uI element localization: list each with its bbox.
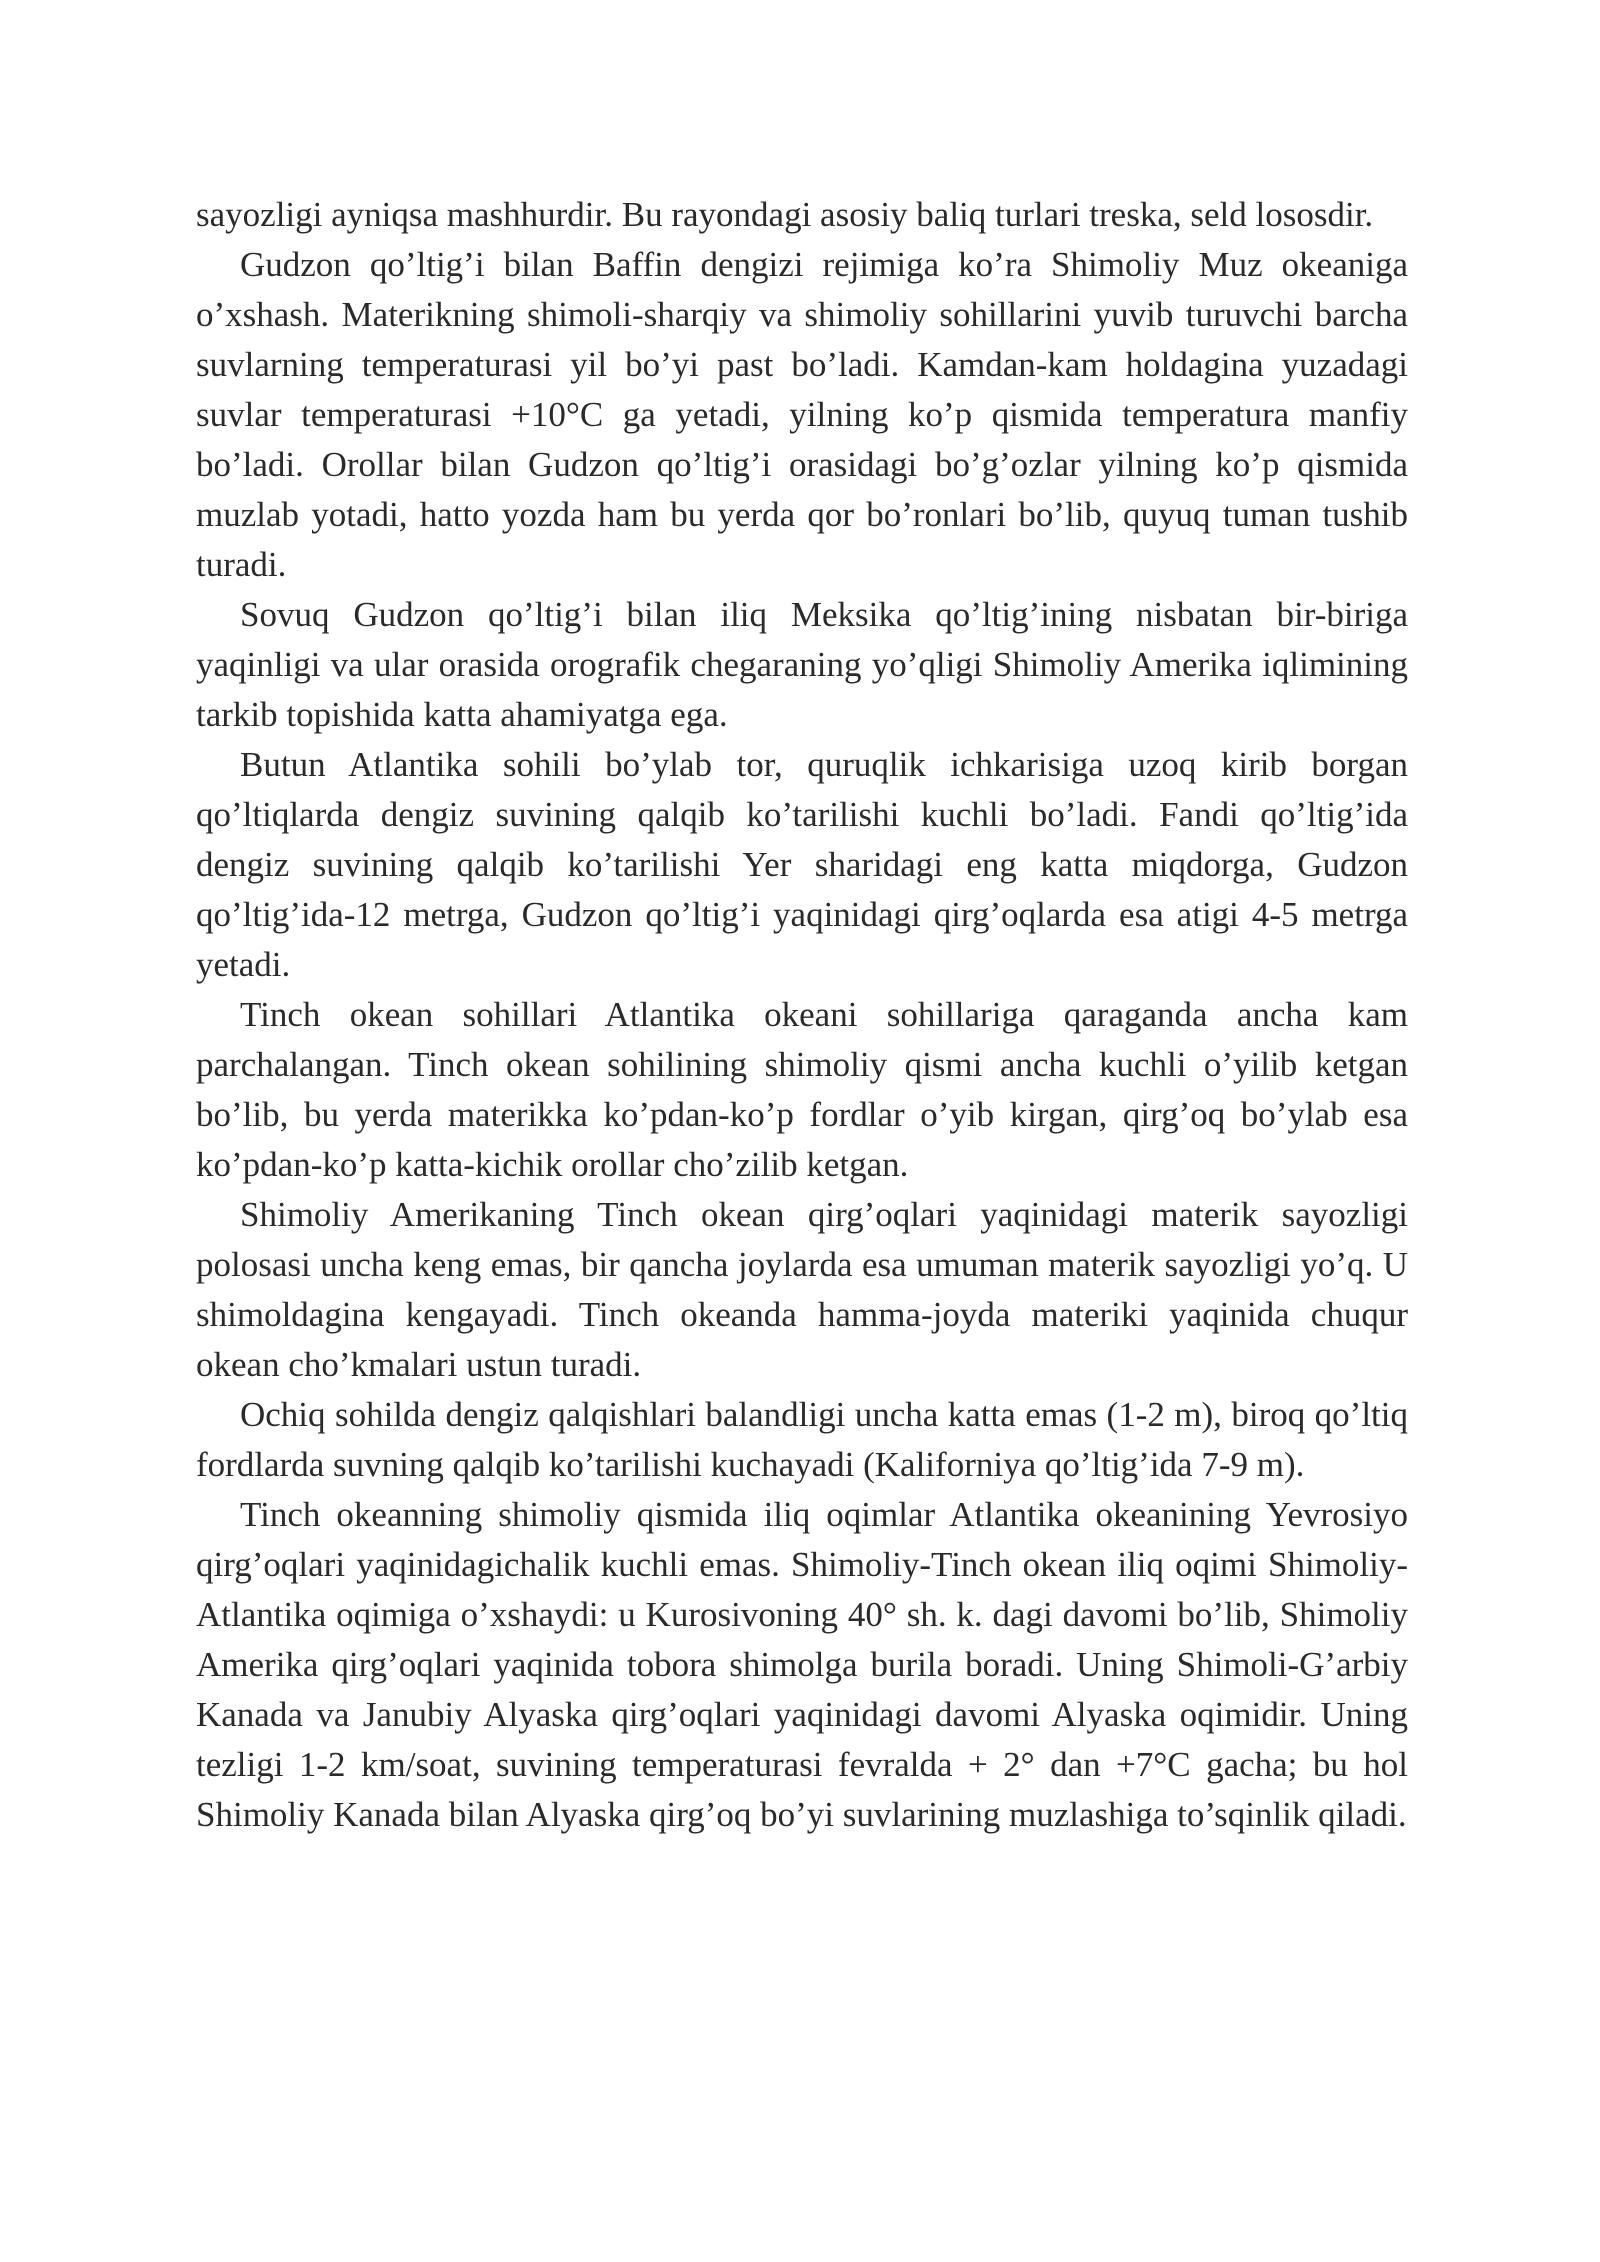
paragraph-6: Shimoliy Amerikaning Tinch okean qirg’oqlari yaqinidagi materik sayozligi polosasi uncha keng emas, bir qancha joylarda esa umuman materik sayozligi yo’q. U shimoldagina kengayadi. Tinch okeanda hamma-joyda materiki yaqinida chuqur okean cho’kmalari ustun turadi.: [196, 1195, 1408, 1384]
paragraph-5: Tinch okean sohillari Atlantika okeani sohillariga qaraganda ancha kam parchalangan. Tinch okean sohilining shimoliy qismi ancha kuchli o’yilib ketgan bo’lib, bu yerda materikka ko’pdan-ko’p fordlar o’yib kirgan, qirg’oq bo’ylab esa ko’pdan-ko’p katta-kichik orollar cho’zilib ketgan.: [196, 995, 1408, 1184]
paragraph-1: sayozligi ayniqsa mashhurdir. Bu rayondagi asosiy baliq turlari treska, seld lososdir.: [196, 195, 1374, 234]
paragraph-2: Gudzon qo’ltig’i bilan Baffin dengizi rejimiga ko’ra Shimoliy Muz okeaniga o’xshash. Materikning shimoli-sharqiy va shimoliy sohillarini yuvib turuvchi barcha suvlarning temperaturasi yil bo’yi past bo’ladi. Kamdan-kam holdagina yuzadagi suvlar temperaturasi +10°C ga yetadi, yilning ko’p qismida temperatura manfiy bo’ladi. Orollar bilan Gudzon qo’ltig’i orasidagi bo’g’ozlar yilning ko’p qismida muzlab yotadi, hatto yozda ham bu yerda qor bo’ronlari bo’lib, quyuq tuman tushib turadi.: [196, 245, 1408, 584]
document-body: [196, 190, 1408, 1840]
paragraph-4: Butun Atlantika sohili bo’ylab tor, quruqlik ichkarisiga uzoq kirib borgan qo’ltiqlarda dengiz suvining qalqib ko’tarilishi kuchli bo’ladi. Fandi qo’ltig’ida dengiz suvining qalqib ko’tarilishi Yer sharidagi eng katta miqdorga, Gudzon qo’ltig’ida-12 metrga, Gudzon qo’ltig’i yaqinidagi qirg’oqlarda esa atigi 4-5 metrga yetadi.: [196, 745, 1408, 984]
paragraph-8: Tinch okeanning shimoliy qismida iliq oqimlar Atlantika okeanining Yevrosiyo qirg’oqlari yaqinidagichalik kuchli emas. Shimoliy-Tinch okean iliq oqimi Shimoliy-Atlantika oqimiga o’xshaydi: u Kurosivoning 40° sh. k. dagi davomi bo’lib, Shimoliy Amerika qirg’oqlari yaqinida tobora shimolga burila boradi. Uning Shimoli-G’arbiy Kanada va Janubiy Alyaska qirg’oqlari yaqinidagi davomi Alyaska oqimidir. Uning tezligi 1-2 km/soat, suvining temperaturasi fevralda + 2° dan +7°C gacha; bu hol Shimoliy Kanada bilan Alyaska qirg’oq bo’yi suvlarining muzlashiga to’sqinlik qiladi.: [196, 1495, 1408, 1834]
paragraph-7: Ochiq sohilda dengiz qalqishlari balandligi uncha katta emas (1-2 m), biroq qo’ltiq fordlarda suvning qalqib ko’tarilishi kuchayadi (Kaliforniya qo’ltig’ida 7-9 m).: [196, 1395, 1408, 1484]
paragraph-3: Sovuq Gudzon qo’ltig’i bilan iliq Meksika qo’ltig’ining nisbatan bir-biriga yaqinligi va ular orasida orografik chegaraning yo’qligi Shimoliy Amerika iqlimining tarkib topishida katta ahamiyatga ega.: [196, 595, 1408, 734]
